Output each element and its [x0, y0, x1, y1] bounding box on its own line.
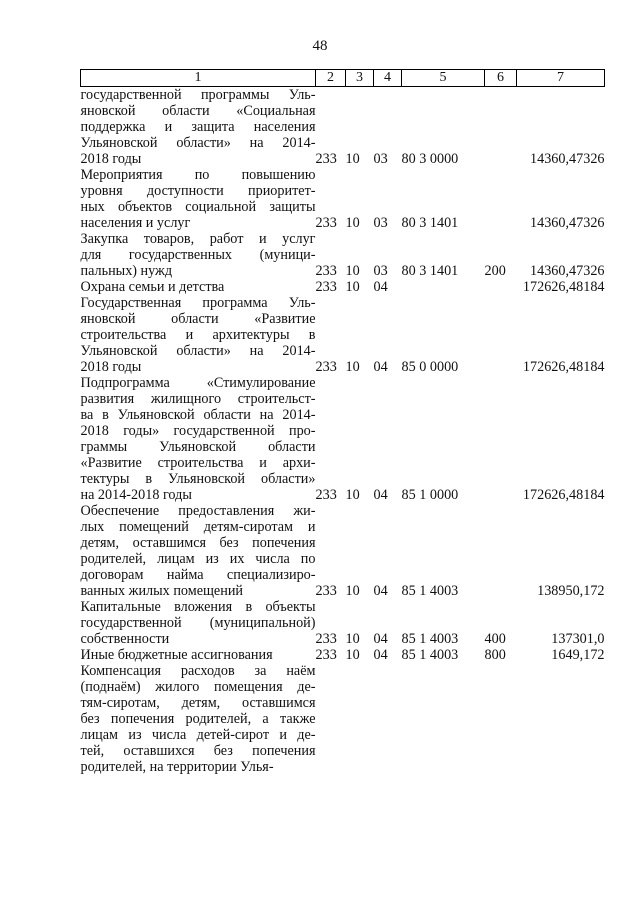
cell-c2: 233: [315, 647, 337, 663]
cell-c7: 14360,47326: [530, 151, 605, 167]
cell-c7: [517, 663, 605, 775]
row-name: [81, 375, 316, 503]
row-name-line: на 2014-2018 годы: [80, 487, 192, 503]
row-name-line: 2018 годы» государственной про-: [80, 423, 316, 439]
row-name-line: договорам найма специализиро-: [80, 567, 316, 583]
header-col-1: 1: [81, 70, 316, 87]
cell-c6: [485, 503, 517, 599]
cell-c2: [316, 663, 346, 775]
cell-c5: 80 3 1401: [401, 215, 459, 231]
cell-c3: [346, 663, 374, 775]
cell-c5: [402, 663, 485, 775]
cell-c3: 10: [345, 263, 360, 279]
cell-c6: [485, 295, 517, 375]
cell-c4: 04: [373, 631, 388, 647]
cell-c3: 10: [345, 631, 360, 647]
cell-c2: 233: [315, 631, 337, 647]
row-name-line: яновской области «Развитие: [80, 311, 316, 327]
row-name-line: без попечения родителей, а также: [80, 711, 316, 727]
cell-c4: 04: [373, 279, 388, 295]
row-name: [81, 167, 316, 231]
cell-c7: 137301,0: [551, 631, 605, 647]
cell-c5: 85 1 0000: [401, 487, 459, 503]
row-name: [81, 279, 316, 295]
cell-c6: 200: [484, 263, 506, 279]
cell-c6: [485, 663, 517, 775]
cell-c4: 03: [373, 151, 388, 167]
cell-c2: 233: [315, 583, 337, 599]
cell-c5: [402, 279, 485, 295]
row-name-line: Ульяновской области» на 2014-: [80, 135, 316, 151]
cell-c4: 04: [373, 647, 388, 663]
header-col-2: 2: [316, 70, 346, 87]
row-name-line: развития жилищного строительст-: [80, 391, 316, 407]
cell-c3: 10: [345, 583, 360, 599]
cell-c3: 10: [345, 279, 360, 295]
cell-c3: 10: [345, 151, 360, 167]
row-name-line: Капитальные вложения в объекты: [80, 599, 316, 615]
cell-c4: 04: [373, 487, 388, 503]
row-name-line: «Развитие строительства и архи-: [80, 455, 316, 471]
cell-c6: [485, 167, 517, 231]
table-row: [81, 503, 605, 599]
table-row: [81, 279, 605, 295]
cell-c5: 85 0 0000: [401, 359, 459, 375]
table-row: [81, 375, 605, 503]
cell-c4: [374, 663, 402, 775]
cell-c2: 233: [315, 279, 337, 295]
cell-c3: 10: [345, 487, 360, 503]
row-name-line: Закупка товаров, работ и услуг: [80, 231, 316, 247]
cell-c5: 80 3 0000: [401, 151, 459, 167]
row-name-line: тям-сиротам, детям, оставшимся: [80, 695, 316, 711]
row-name-line: государственной (муниципальной): [80, 615, 316, 631]
row-name-line: ва в Ульяновской области на 2014-: [80, 407, 316, 423]
cell-c6: [485, 87, 517, 168]
budget-table: [80, 69, 605, 775]
header-col-7: 7: [517, 70, 605, 87]
cell-c7: 1649,172: [551, 647, 605, 663]
row-name-line: поддержка и защита населения: [80, 119, 316, 135]
row-name-line: для государственных (муници-: [80, 247, 316, 263]
row-name-line: лицам из числа детей-сирот и де-: [80, 727, 316, 743]
row-name-line: Мероприятия по повышению: [80, 167, 316, 183]
row-name: [81, 647, 316, 663]
cell-c6: 400: [484, 631, 506, 647]
row-name-line: Иные бюджетные ассигнования: [80, 647, 273, 663]
row-name-line: Охрана семьи и детства: [80, 279, 225, 295]
row-name-line: лых помещений детям-сиротам и: [80, 519, 316, 535]
row-name-line: 2018 годы: [80, 151, 142, 167]
row-name-line: граммы Ульяновской области: [80, 439, 316, 455]
cell-c2: 233: [315, 263, 337, 279]
row-name-line: Обеспечение предоставления жи-: [80, 503, 316, 519]
header-col-4: 4: [374, 70, 402, 87]
row-name: [81, 599, 316, 647]
table-row: [81, 295, 605, 375]
row-name-line: уровня доступности приоритет-: [80, 183, 316, 199]
cell-c4: 04: [373, 583, 388, 599]
row-name-line: (поднаём) жилого помещения де-: [80, 679, 316, 695]
row-name-line: родителей, на территории Улья-: [80, 759, 274, 775]
cell-c7: 172626,48184: [522, 359, 605, 375]
cell-c2: 233: [315, 151, 337, 167]
row-name-line: тектуры в Ульяновской области»: [80, 471, 316, 487]
row-name-line: Подпрограмма «Стимулирование: [80, 375, 316, 391]
cell-c5: 85 1 4003: [401, 583, 459, 599]
row-name-line: строительства и архитектуры в: [80, 327, 316, 343]
row-name: [81, 503, 316, 599]
cell-c5: 85 1 4003: [401, 631, 459, 647]
table-row: [81, 599, 605, 647]
cell-c4: 03: [373, 263, 388, 279]
header-col-6: 6: [485, 70, 517, 87]
row-name-line: собственности: [80, 631, 170, 647]
row-name-line: государственной программы Уль-: [80, 87, 316, 103]
header-col-5: 5: [402, 70, 485, 87]
table-header-row: [81, 70, 605, 87]
cell-c7: 138950,172: [537, 583, 605, 599]
cell-c2: 233: [315, 487, 337, 503]
cell-c5: 80 3 1401: [401, 263, 459, 279]
cell-c6: 800: [484, 647, 506, 663]
cell-c7: 172626,48184: [522, 487, 605, 503]
row-name-line: родителей, лицам из их числа по: [80, 551, 316, 567]
table-row: [81, 167, 605, 231]
table-row: [81, 231, 605, 279]
row-name-line: Компенсация расходов за наём: [80, 663, 316, 679]
row-name-line: детям, оставшимся без попечения: [80, 535, 316, 551]
row-name-line: тей, оставшихся без попечения: [80, 743, 316, 759]
cell-c4: 03: [373, 215, 388, 231]
row-name-line: Государственная программа Уль-: [80, 295, 316, 311]
row-name-line: 2018 годы: [80, 359, 142, 375]
cell-c2: 233: [315, 359, 337, 375]
cell-c5: 85 1 4003: [401, 647, 459, 663]
row-name-line: яновской области «Социальная: [80, 103, 316, 119]
cell-c2: 233: [315, 215, 337, 231]
cell-c7: 14360,47326: [530, 263, 605, 279]
row-name: [81, 663, 316, 775]
cell-c3: 10: [345, 359, 360, 375]
cell-c4: 04: [373, 359, 388, 375]
header-col-3: 3: [346, 70, 374, 87]
cell-c7: 14360,47326: [530, 215, 605, 231]
row-name-line: ных объектов социальной защиты: [80, 199, 316, 215]
cell-c3: 10: [345, 215, 360, 231]
page-number: 48: [312, 38, 328, 54]
row-name-line: пальных) нужд: [80, 263, 173, 279]
row-name-line: населения и услуг: [80, 215, 191, 231]
row-name-line: ванных жилых помещений: [80, 583, 244, 599]
cell-c6: [485, 279, 517, 295]
row-name: [81, 87, 316, 168]
table-row: [81, 647, 605, 663]
row-name: [81, 231, 316, 279]
cell-c3: 10: [345, 647, 360, 663]
cell-c7: 172626,48184: [522, 279, 605, 295]
row-name-line: Ульяновской области» на 2014-: [80, 343, 316, 359]
table-row: [81, 663, 605, 775]
table-row: [81, 87, 605, 168]
cell-c6: [485, 375, 517, 503]
row-name: [81, 295, 316, 375]
